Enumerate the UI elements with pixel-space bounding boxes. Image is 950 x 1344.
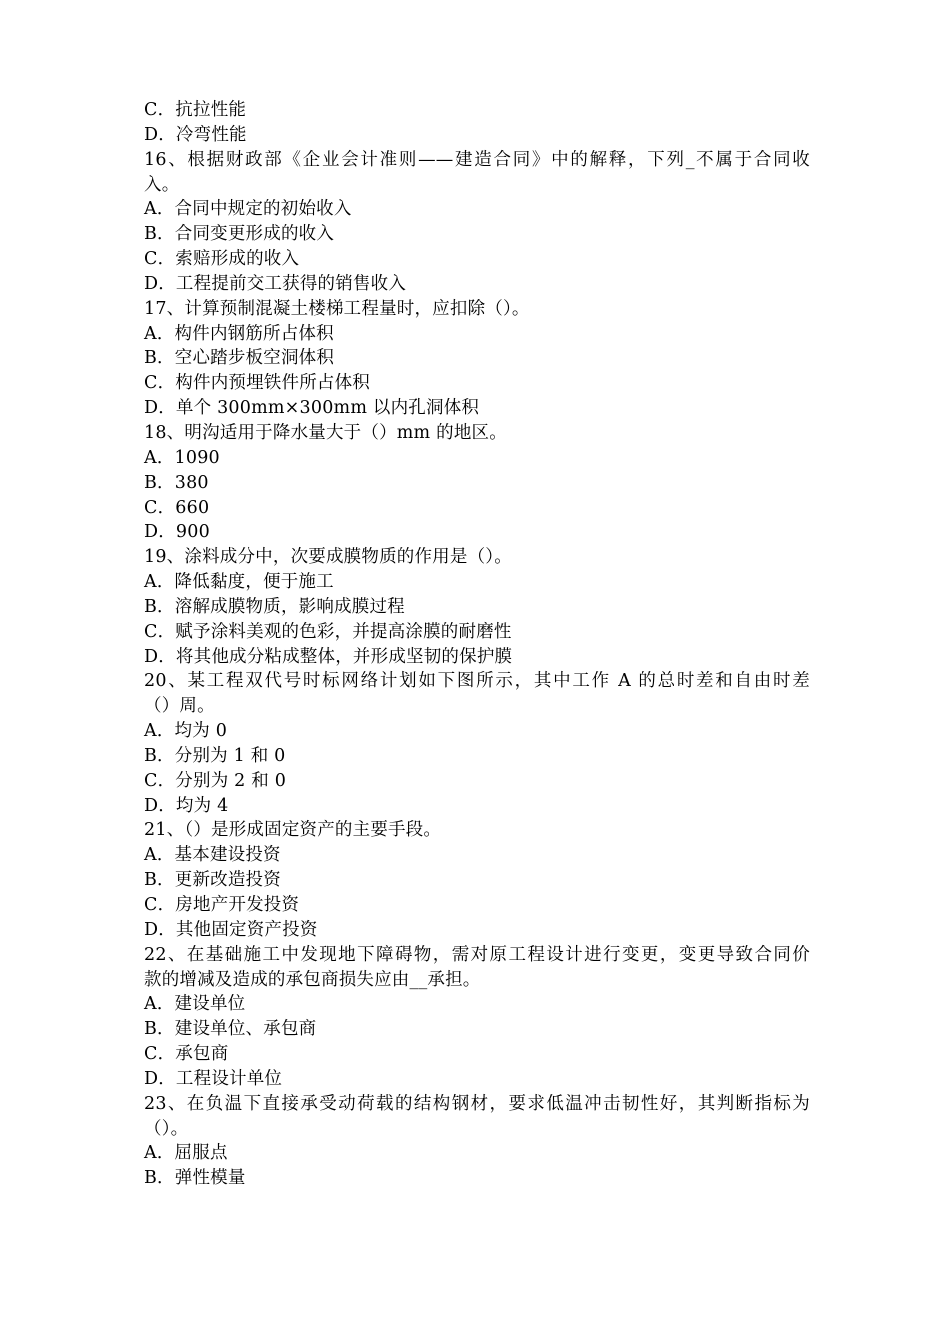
option-line: C．索赔形成的收入	[144, 249, 300, 270]
option-line: A．1090	[144, 447, 220, 468]
option-line: C．抗拉性能	[144, 100, 247, 120]
question-16-line-2: 入。	[144, 174, 180, 195]
option-line: C．房地产开发投资	[144, 895, 300, 915]
option-line: D．单个 300mm×300mm 以内孔洞体积	[144, 398, 480, 419]
question-22-line-1: 22、在基础施工中发现地下障碍物，需对原工程设计进行变更，变更导致合同价	[144, 944, 810, 965]
question-23-line-1: 23、在负温下直接承受动荷载的结构钢材，要求低温冲击韧性好，其判断指标为	[144, 1093, 810, 1114]
option-line: C．承包商	[144, 1044, 229, 1065]
option-line: A．降低黏度，便于施工	[144, 572, 334, 593]
option-line: B．合同变更形成的收入	[144, 224, 335, 245]
option-line: A．建设单位	[144, 994, 246, 1015]
question-19: 19、涂料成分中，次要成膜物质的作用是（）。	[144, 547, 512, 568]
option-line: C．分别为 2 和 0	[144, 770, 287, 791]
question-17: 17、计算预制混凝土楼梯工程量时，应扣除（）。	[144, 298, 530, 319]
option-line: A．均为 0	[144, 721, 228, 742]
option-line: D．将其他成分粘成整体，并形成坚韧的保护膜	[144, 646, 513, 667]
option-line: D．工程提前交工获得的销售收入	[144, 273, 407, 294]
question-20-line-1: 20、某工程双代号时标网络计划如下图所示，其中工作 A 的总时差和自由时差	[144, 671, 810, 692]
document-body	[144, 98, 810, 1191]
option-line: B．分别为 1 和 0	[144, 745, 286, 766]
option-line: B．建设单位、承包商	[144, 1019, 317, 1040]
option-line: A．屈服点	[144, 1143, 228, 1164]
question-23-line-2: （）。	[144, 1118, 189, 1139]
option-line: C．构件内预埋铁件所占体积	[144, 373, 370, 394]
question-16-line-1: 16、根据财政部《企业会计准则——建造合同》中的解释，下列_不属于合同收	[144, 149, 810, 170]
option-line: C．660	[144, 497, 210, 518]
option-line: D．900	[144, 522, 210, 543]
question-22-line-2: 款的增减及造成的承包商损失应由__承担。	[144, 969, 481, 990]
option-line: D．均为 4	[144, 795, 229, 816]
question-18: 18、明沟适用于降水量大于（）mm 的地区。	[144, 422, 507, 443]
question-20-line-2: （）周。	[144, 696, 215, 717]
option-line: D．工程设计单位	[144, 1068, 283, 1089]
question-21: 21、（）是形成固定资产的主要手段。	[144, 820, 442, 841]
option-line: D．其他固定资产投资	[144, 919, 318, 940]
option-line: B．溶解成膜物质，影响成膜过程	[144, 596, 405, 617]
option-line: A．构件内钢筋所占体积	[144, 323, 334, 344]
option-line: B．弹性模量	[144, 1168, 246, 1189]
option-line: B．更新改造投资	[144, 870, 281, 891]
option-line: B．380	[144, 472, 209, 493]
option-line: A．合同中规定的初始收入	[144, 199, 352, 220]
option-line: A．基本建设投资	[144, 845, 281, 866]
option-line: D．冷弯性能	[144, 124, 247, 145]
option-line: B．空心踏步板空洞体积	[144, 348, 335, 369]
option-line: C．赋予涂料美观的色彩，并提高涂膜的耐磨性	[144, 621, 512, 642]
